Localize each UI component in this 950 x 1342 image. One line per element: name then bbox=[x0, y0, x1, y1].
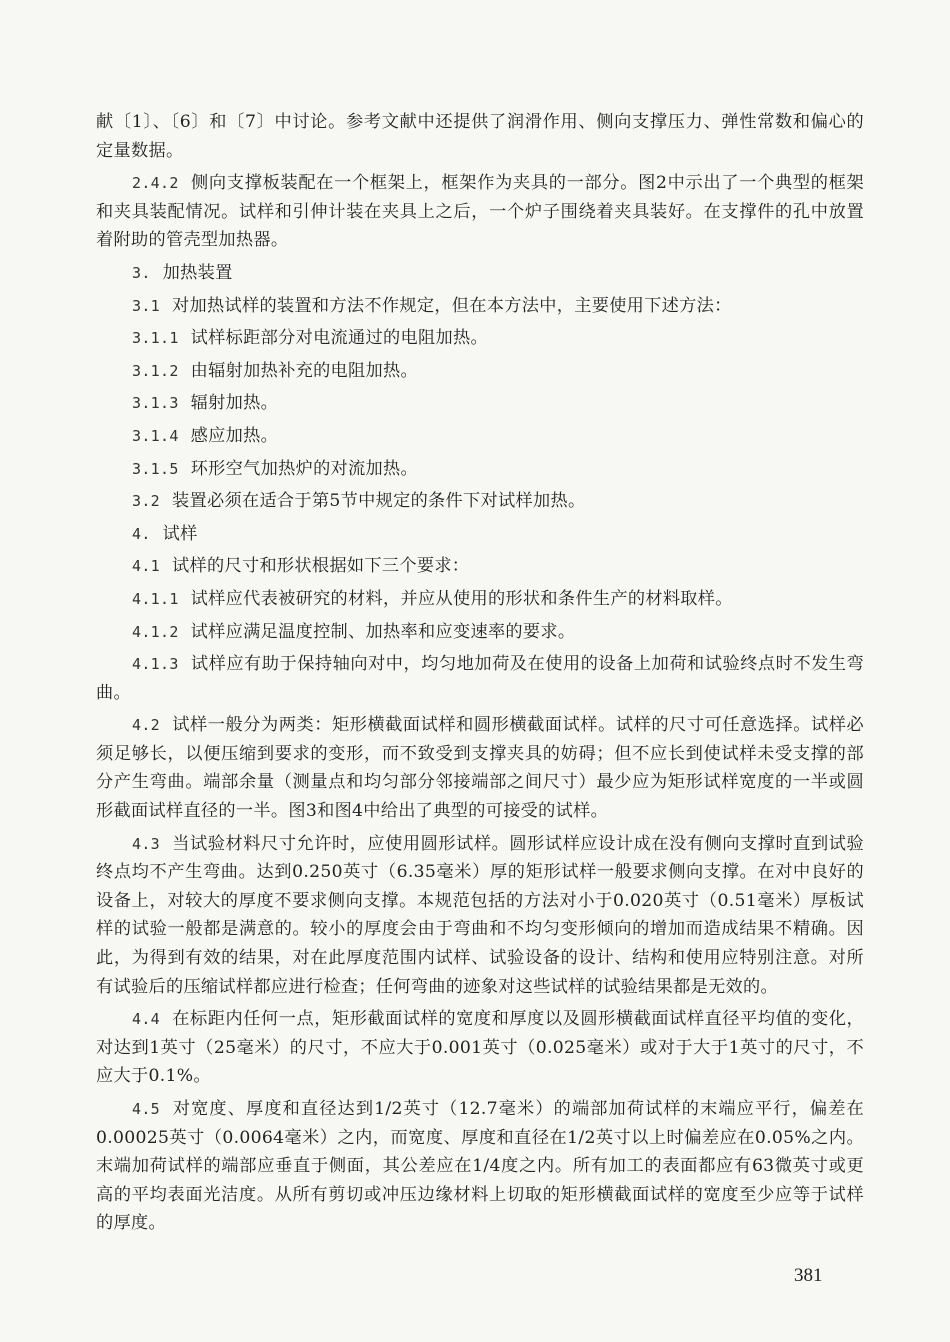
paragraph-4-3: 4.3 当试验材料尺寸允许时，应使用圆形试样。圆形试样应设计成在没有侧向支撑时直到试验终点均不产生弯曲。达到0.250英寸（6.35毫米）厚的矩形试样一般要求侧向支撑。在对中良好的设备上，对较大的厚度不要求侧向支撑。本规范包括的方法对小于0.020英寸（0.51毫米）厚板试样的试验一般都是满意的。较小的厚度会由于弯曲和不均匀变形倾向的增加而造成结果不精确。因此，为得到有效的结果，对在此厚度范围内试样、试验设备的设计、结构和使用应特别注意。对所有试验后的压缩试样都应进行检查；任何弯曲的迹象对这些试样的试验结果都是无效的。 bbox=[96, 833, 864, 997]
paragraph-3-2: 3.2 装置必须在适合于第5节中规定的条件下对试样加热。 bbox=[132, 491, 586, 512]
paragraph-3-1-1: 3.1.1 试样标距部分对电流通过的电阻加热。 bbox=[132, 328, 488, 349]
section-number: 4. bbox=[132, 524, 151, 543]
paragraph-4-1-3: 4.1.3 试样应有助于保持轴向对中，均匀地加荷及在使用的设备上加荷和试验终点时不发生弯曲。 bbox=[96, 654, 864, 703]
section-number: 4.1.2 bbox=[132, 622, 179, 641]
paragraph-continued: 献〔1〕、〔6〕和〔7〕中讨论。参考文献中还提供了润滑作用、侧向支撑压力、弹性常数和偏心的定量数据。 bbox=[96, 112, 864, 161]
paragraph-3-1: 3.1 对加热试样的装置和方法不作规定，但在本方法中，主要使用下述方法： bbox=[132, 295, 732, 316]
page-number: 381 bbox=[794, 1265, 823, 1286]
paragraph-4-2: 4.2 试样一般分为两类：矩形横截面试样和圆形横截面试样。试样的尺寸可任意选择。试样必须足够长，以便压缩到要求的变形，而不致受到支撑夹具的妨碍；但不应长到使试样未受支撑的部分产生弯曲。端部余量（测量点和均匀部分邻接端部之间尺寸）最少应为矩形试样宽度的一半或圆形截面试样直径的一半。图3和图4中给出了典型的可接受的试样。 bbox=[96, 715, 864, 822]
section-number: 4.3 bbox=[132, 834, 160, 853]
paragraph-3-1-3: 3.1.3 辐射加热。 bbox=[132, 393, 279, 414]
paragraph-3-1-4: 3.1.4 感应加热。 bbox=[132, 425, 279, 446]
page-content bbox=[96, 108, 864, 1242]
section-number: 3.1.4 bbox=[132, 426, 179, 445]
section-heading-3: 3. 加热装置 bbox=[132, 262, 233, 283]
section-number: 4.2 bbox=[132, 716, 160, 735]
section-number: 4.1 bbox=[132, 557, 160, 576]
section-number: 4.4 bbox=[132, 1010, 160, 1029]
section-number: 4.5 bbox=[132, 1100, 160, 1118]
paragraph-3-1-5: 3.1.5 环形空气加热炉的对流加热。 bbox=[132, 458, 418, 479]
paragraph-4-1-1: 4.1.1 试样应代表被研究的材料，并应从使用的形状和条件生产的材料取样。 bbox=[132, 588, 733, 609]
paragraph-4-4: 4.4 在标距内任何一点，矩形截面试样的宽度和厚度以及圆形横截面试样直径平均值的变化，对达到1英寸（25毫米）的尺寸，不应大于0.001英寸（0.025毫米）或对于大于1英寸的尺寸，不应大于0.1%。 bbox=[96, 1009, 864, 1087]
section-number: 3.1.2 bbox=[132, 361, 179, 380]
section-heading-4: 4. 试样 bbox=[132, 523, 198, 544]
paragraph-4-5: 4.5 对宽度、厚度和直径达到1/2英寸（12.7毫米）的端部加荷试样的末端应平行，偏差在0.00025英寸（0.0064毫米）之内，而宽度、厚度和直径在1/2英寸以上时偏差应在0.05%之内。末端加荷试样的端部应垂直于侧面，其公差应在1/4度之内。所有加工的表面都应有63微英寸或更高的平均表面光洁度。从所有剪切或冲压边缘材料上切取的矩形横截面试样的宽度至少应等于试样的厚度。 bbox=[96, 1099, 864, 1234]
paragraph-4-1: 4.1 试样的尺寸和形状根据如下三个要求： bbox=[132, 556, 470, 577]
section-number: 3.1.3 bbox=[132, 394, 179, 413]
section-number: 3.2 bbox=[132, 492, 160, 511]
section-number: 3.1 bbox=[132, 296, 160, 315]
section-number: 4.1.3 bbox=[132, 655, 179, 674]
paragraph-3-1-2: 3.1.2 由辐射加热补充的电阻加热。 bbox=[132, 360, 418, 381]
section-number: 4.1.1 bbox=[132, 589, 179, 608]
paragraph-2-4-2: 2.4.2 侧向支撑板装配在一个框架上，框架作为夹具的一部分。图2中示出了一个典型的框架和夹具装配情况。试样和引伸计装在夹具上之后，一个炉子围绕着夹具装好。在支撑件的孔中放置着附助的管壳型加热器。 bbox=[96, 173, 864, 251]
section-number: 3.1.1 bbox=[132, 329, 179, 348]
section-number: 2.4.2 bbox=[132, 174, 179, 193]
paragraph-4-1-2: 4.1.2 试样应满足温度控制、加热率和应变速率的要求。 bbox=[132, 621, 576, 642]
section-number: 3.1.5 bbox=[132, 459, 179, 478]
section-number: 3. bbox=[132, 263, 151, 282]
